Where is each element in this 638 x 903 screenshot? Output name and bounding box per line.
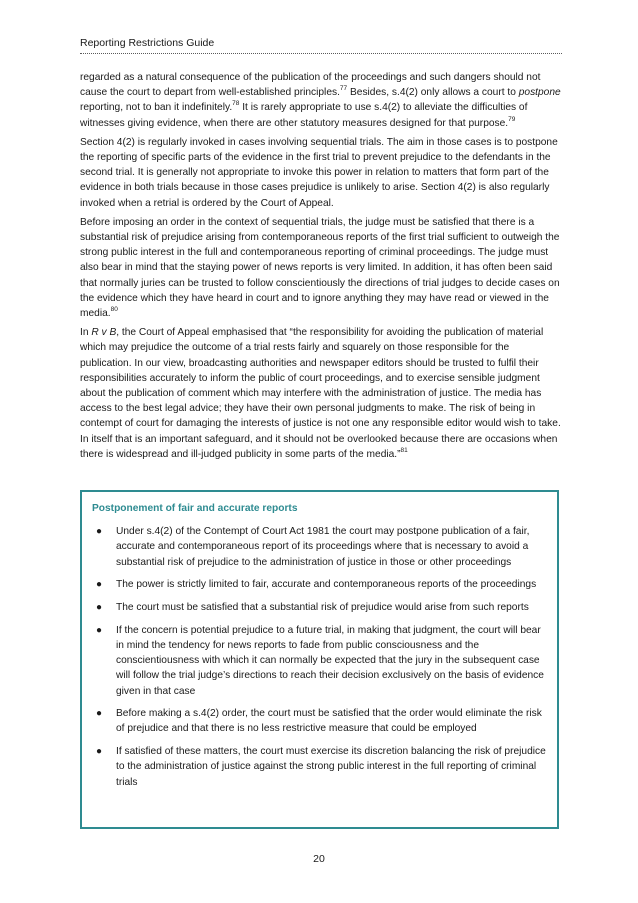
footnote-ref-79[interactable]: 79 — [508, 115, 516, 123]
summary-list — [92, 524, 547, 790]
footnote-ref-80[interactable]: 80 — [110, 306, 118, 314]
bullet-icon: ● — [96, 602, 103, 614]
page-number: 20 — [313, 853, 325, 865]
bullet-icon: ● — [96, 708, 103, 720]
paragraph-4: In R v B, the Court of Appeal emphasised that “the responsibility for avoiding the publication of material which may prejudice the outcome of a trial rests fairly and squarely on those responsible for the publication. In our view, broadcasting authorities and newspaper editors should be trusted to fulfil their responsibilities accurately to inform the public of court proceedings, and to exercise sensible judgment about the publication of comment which may interfere with the administration of justice. The media has access to the best legal advice; they have their own personal judgments to make. The risk of being in contempt of court for damaging the interests of justice is not one any responsible editor would wish to take. In itself that is an important safeguard, and it should not be overlooked because there are occasions when there is widespread and ill-judged publicity in some parts of the media.”$^{81}$ — [80, 327, 561, 460]
list-item: ● The power is strictly limited to fair, accurate and contemporaneous reports of the proceedings — [92, 577, 547, 592]
bullet-icon: ● — [96, 624, 103, 636]
summary-box-title: Postponement of fair and accurate reports — [92, 503, 298, 514]
summary-box — [80, 490, 559, 829]
bullet-icon: ● — [96, 526, 103, 538]
running-header: Reporting Restrictions Guide — [80, 36, 562, 54]
list-item: ● The court must be satisfied that a substantial risk of prejudice would arise from such reports — [92, 600, 547, 615]
paragraph-2: Section 4(2) is regularly invoked in cases involving sequential trials. The aim in those cases is to postpone the reporting of specific parts of the evidence in the first trial to prevent prejudice to the defendants in the second trial. It is generally not appropriate to invoke this power in relation to matters that form part of the evidence in both trials because in those cases prejudice is unlikely to arise. Section 4(2) is also regularly invoked when a retrial is ordered by the Court of Appeal. — [80, 136, 558, 209]
footnote-ref-77[interactable]: 77 — [339, 85, 348, 93]
bullet-icon: ● — [96, 746, 103, 758]
case-name: R v B — [91, 327, 117, 339]
list-item: ● If satisfied of these matters, the court must exercise its discretion balancing the risk of prejudice to the administration of justice against the strong public interest in the full reporting of criminal trials — [96, 746, 546, 788]
paragraph-1: regarded as a natural consequence of the publication of the proceedings and such dangers should not cause the court to depart from well-established principles.$^{77}$ Besides, s.4(2) only allows a court to postpone reporting, not to ban it indefinitely.$^{78}$ It is rarely appropriate to use s.4(2) to alleviate the difficulties of witnesses giving evidence, when there are other statutory measures designed for that purpose.$^{79}$ — [80, 72, 561, 129]
footnote-ref-78[interactable]: 78 — [232, 100, 240, 108]
list-item: ● Before making a s.4(2) order, the court must be satisfied that the order would eliminate the risk of prejudice and that there is no less restrictive measure that could be employed — [96, 708, 542, 735]
paragraph-3: Before imposing an order in the context of sequential trials, the judge must be satisfied that there is a substantial risk of prejudice arising from contemporaneous reports of the first trial sufficient to outweigh the strong public interest in the full and contemporaneous reporting of criminal proceedings. The judge must also bear in mind that the staying power of news reports is very limited. In addition, it has often been said that normally juries can be trusted to follow conscientiously the directions of trial judges to decide cases on the evidence which they have heard in court and to ignore anything they may have read or viewed in the media.$^{80}$ — [80, 216, 560, 320]
footnote-ref-81[interactable]: 81 — [400, 446, 408, 454]
list-item: ● If the concern is potential prejudice to a future trial, in making that judgment, the court will bear in mind the tendency for news reports to fade from public consciousness and the conscientiousness with which it can normally be expected that the jury in the subsequent case will follow the trial judge’s directions to reach their decision exclusively on the basis of evidence given in that case — [96, 624, 544, 697]
main-text — [80, 70, 562, 466]
bullet-icon: ● — [96, 579, 103, 591]
list-item: ● Under s.4(2) of the Contempt of Court Act 1981 the court may postpone publication of a fair, accurate and contemporaneous report of its proceedings where that is necessary to avoid a substantial risk of prejudice to the administration of justice in those or other proceedings — [96, 526, 530, 568]
